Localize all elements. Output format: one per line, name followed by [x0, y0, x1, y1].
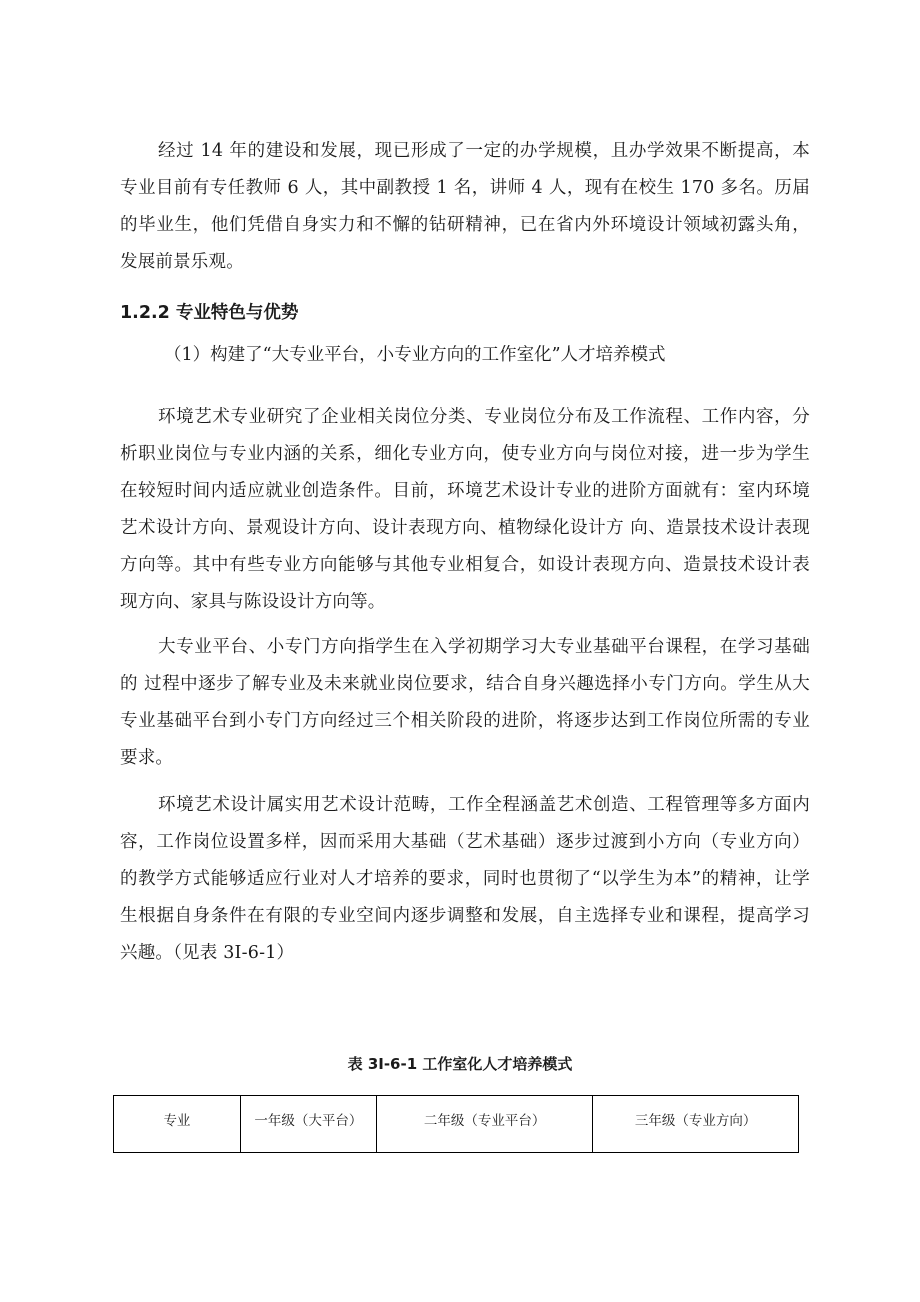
table-header-row	[114, 1096, 799, 1153]
training-mode-table	[113, 1095, 799, 1153]
table-header-cell: 三年级（专业方向）	[593, 1096, 799, 1153]
table-caption: 表 3I-6-1 工作室化人才培养模式	[347, 1055, 573, 1073]
paragraph-platform: 大专业平台、小专门方向指学生在入学初期学习大专业基础平台课程，在学习基础的 过程中逐步了解专业及未来就业岗位要求，结合自身兴趣选择小专门方向。学生从大专业基础平台到小专门方向经过三个相关阶段的进阶，将逐步达到工作岗位所需的专业要求。	[120, 637, 810, 768]
subsection-heading: （1）构建了“大专业平台，小专业方向的工作室化”人才培养模式	[164, 345, 666, 365]
paragraph-research: 环境艺术专业研究了企业相关岗位分类、专业岗位分布及工作流程、工作内容，分析职业岗位与专业内涵的关系，细化专业方向，使专业方向与岗位对接，进一步为学生在较短时间内适应就业创造条件。目前，环境艺术设计专业的进阶方面就有：室内环境艺术设计方向、景观设计方向、设计表现方向、植物绿化设计方 向、造景技术设计表现方向等。其中有些专业方向能够与其他专业相复合，如设计表现方向、造景技术设计表现方向、家具与陈设设计方向等。	[120, 407, 810, 612]
section-heading: 1.2.2 专业特色与优势	[120, 303, 299, 323]
table-header-cell: 专业	[114, 1096, 241, 1153]
paragraph-development: 经过 14 年的建设和发展，现已形成了一定的办学规模，且办学效果不断提高，本专业目前有专任教师 6 人，其中副教授 1 名，讲师 4 人，现有在校生 170 多名。历届的毕业生，他们凭借自身实力和不懈的钻研精神，已在省内外环境设计领域初露头角，发展前景乐观。	[120, 141, 810, 272]
table-header-cell: 二年级（专业平台）	[376, 1096, 592, 1153]
table-header-cell: 一年级（大平台）	[240, 1096, 376, 1153]
paragraph-practical-design: 环境艺术设计属实用艺术设计范畴，工作全程涵盖艺术创造、工程管理等多方面内容，工作岗位设置多样，因而采用大基础（艺术基础）逐步过渡到小方向（专业方向）的教学方式能够适应行业对人才培养的要求，同时也贯彻了“以学生为本”的精神，让学生根据自身条件在有限的专业空间内逐步调整和发展，自主选择专业和课程，提高学习兴趣。（见表 3I-6-1）	[120, 795, 810, 963]
